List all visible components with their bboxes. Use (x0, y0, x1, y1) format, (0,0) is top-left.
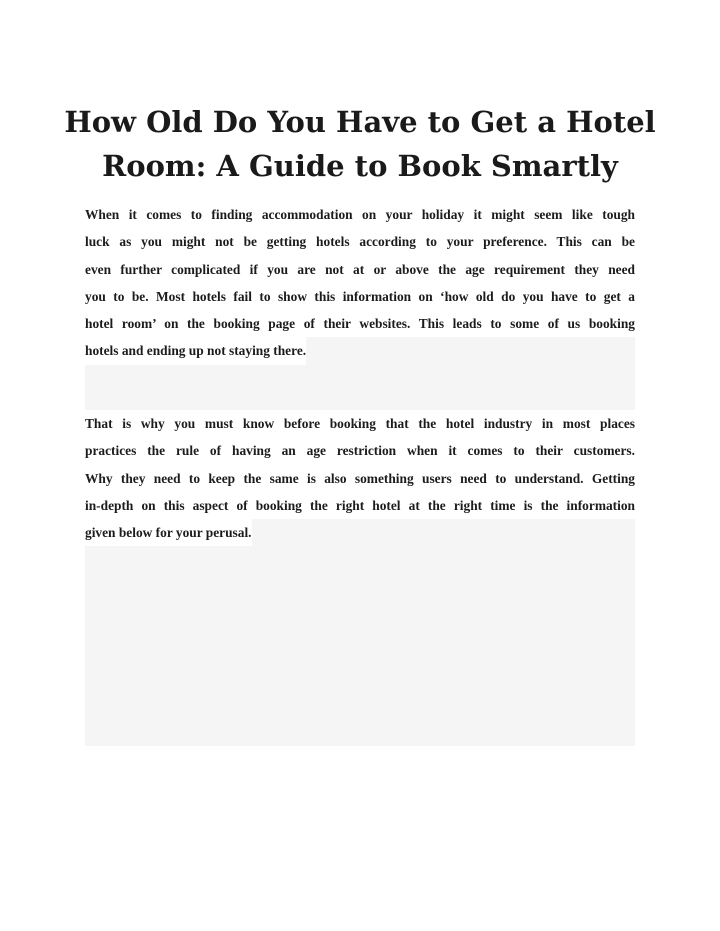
paragraph-1-line-1: When it comes to finding accommodation on your holiday it might seem like tough (85, 201, 635, 228)
paragraph-1-line-2: luck as you might not be getting hotels according to your preference. This can be (85, 228, 635, 255)
article-title (40, 100, 680, 188)
paragraph-2-line-1: That is why you must know before booking that the hotel industry in most places (85, 410, 635, 437)
paragraph-1 (85, 201, 635, 365)
paragraph-1-line-6: hotels and ending up not staying there. (85, 337, 306, 364)
paragraph-2-line-5: given below for your perusal. (85, 519, 252, 546)
paragraph-2-line-3: Why they need to keep the same is also something users need to understand. Getting (85, 465, 635, 492)
paragraph-2 (85, 410, 635, 546)
article-title-line-2: Room: A Guide to Book Smartly (102, 149, 618, 183)
paragraph-2-line-2: practices the rule of having an age restriction when it comes to their customers. (85, 437, 635, 464)
paragraph-2-line-4: in-depth on this aspect of booking the right hotel at the right time is the information (85, 492, 635, 519)
paragraph-1-line-4: you to be. Most hotels fail to show this information on ‘how old do you have to get a (85, 283, 635, 310)
article-title-line-1: How Old Do You Have to Get a Hotel (64, 105, 656, 139)
paragraph-1-line-5: hotel room’ on the booking page of their websites. This leads to some of us booking (85, 310, 635, 337)
paragraph-1-line-3: even further complicated if you are not at or above the age requirement they need (85, 256, 635, 283)
